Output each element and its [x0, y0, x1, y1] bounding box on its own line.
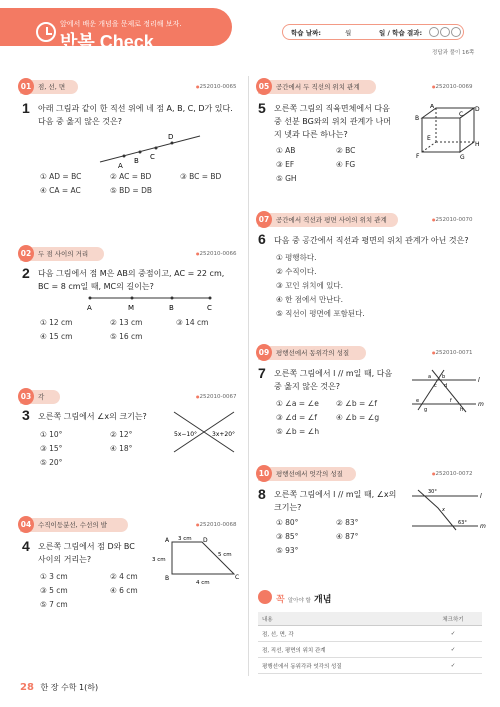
page-header	[0, 0, 500, 58]
page-number: 28	[20, 682, 34, 693]
option-3[interactable]: ③ ∠d = ∠f	[276, 413, 318, 422]
option-2[interactable]: ② 12°	[110, 430, 133, 439]
concept-table	[258, 612, 482, 674]
option-2[interactable]: ② 83°	[336, 518, 359, 527]
segment-figure	[60, 292, 230, 314]
clock-icon	[36, 22, 56, 42]
option-5[interactable]: ⑤ 직선이 평면에 포함된다.	[276, 309, 365, 318]
trapezoid-figure	[152, 534, 244, 586]
column-divider	[248, 76, 249, 676]
option-1[interactable]: ① 10°	[40, 430, 63, 439]
option-1[interactable]: ① 80°	[276, 518, 299, 527]
question-line: 중 옳지 않은 것은?	[274, 382, 340, 391]
point-label: H	[475, 141, 480, 148]
concept-title-prefix: 꼭	[276, 595, 285, 605]
option-1[interactable]: ① ∠a = ∠e	[276, 399, 319, 408]
section-number: 04	[18, 516, 34, 533]
angle-label: 63°	[458, 520, 467, 526]
concept-title	[276, 592, 331, 605]
option-5[interactable]: ⑤ ∠b = ∠h	[276, 427, 320, 436]
column-header: 내용	[258, 612, 424, 626]
page-footer	[20, 682, 98, 693]
section-label: 두 점 사이의 거리	[38, 250, 89, 258]
option-4[interactable]: ④ CA = AC	[40, 186, 81, 195]
option-5[interactable]: ⑤ 20°	[40, 458, 63, 467]
question-number: 1	[22, 100, 30, 116]
question-text	[38, 267, 248, 293]
study-date-label: 학습 날짜:	[291, 29, 321, 37]
point-label: B	[169, 304, 174, 312]
section-number: 07	[256, 211, 272, 228]
question-line: 크기는?	[274, 503, 302, 512]
option-2[interactable]: ② ∠b = ∠f	[336, 399, 378, 408]
section-tag-02	[20, 247, 104, 261]
point-label: C	[235, 574, 240, 581]
line-label: m	[478, 401, 484, 408]
option-2[interactable]: ② AC = BD	[110, 172, 152, 181]
angle-label: c	[434, 383, 437, 389]
point-label: A	[430, 104, 435, 110]
option-3[interactable]: ③ 15°	[40, 444, 63, 453]
pencil-icon	[258, 590, 272, 604]
face-good-icon[interactable]	[429, 27, 439, 37]
section-number: 05	[256, 78, 272, 95]
section-number: 02	[18, 245, 34, 262]
section-number: 09	[256, 344, 272, 361]
point-label: A	[165, 537, 170, 544]
point-label: M	[128, 304, 135, 312]
question-number: 3	[22, 407, 30, 423]
point-label: G	[460, 154, 465, 160]
option-5[interactable]: ⑤ 93°	[276, 546, 299, 555]
option-3[interactable]: ③ 14 cm	[176, 318, 209, 327]
face-bad-icon[interactable]	[451, 27, 461, 37]
column-header: 체크하기	[424, 612, 482, 626]
point-label: B	[415, 115, 420, 122]
length-label: 3 cm	[152, 557, 166, 563]
length-label: 5 cm	[218, 552, 232, 558]
problem-code: ● 252010-0070	[432, 217, 472, 223]
question-text: 아래 그림과 같이 한 직선 위에 네 점 A, B, C, D가 있다. 다음 중 옳지 않은 것은?	[38, 104, 233, 126]
month-label: 월	[345, 29, 352, 37]
section-number: 03	[18, 388, 34, 405]
header-subtitle: 앞에서 배운 개념을 문제로 정리해 보자.	[60, 20, 182, 28]
cuboid-figure	[412, 104, 484, 160]
section-tag-04	[20, 518, 128, 532]
section-label: 평행선에서 동위각의 성질	[276, 349, 350, 357]
problem-code: ● 252010-0072	[432, 471, 472, 477]
option-2[interactable]: ② 13 cm	[110, 318, 143, 327]
parallel-lines-figure	[410, 366, 486, 414]
section-number: 01	[18, 78, 34, 95]
concept-item: 점, 선, 면, 각	[258, 626, 424, 642]
table-row	[258, 658, 482, 674]
question-line: 오른쪽 그림의 직육면체에서 다음	[274, 104, 390, 113]
angle-label: x	[442, 507, 445, 513]
point-label: C	[150, 153, 155, 161]
concept-item: 점, 직선, 평면의 위치 관계	[258, 642, 424, 658]
question-line: 오른쪽 그림에서 l // m일 때, 다음	[274, 369, 393, 378]
table-row	[258, 626, 482, 642]
line-label: l	[478, 377, 480, 384]
question-text: 오른쪽 그림에서 ∠x의 크기는?	[38, 412, 147, 421]
angle-label: 3x+20°	[212, 431, 236, 438]
page-title: 반복 Check	[60, 32, 154, 52]
check-icon[interactable]: ✓	[424, 658, 482, 674]
option-2[interactable]: ② 4 cm	[110, 572, 138, 581]
question-number: 5	[258, 100, 266, 116]
problem-code: ● 252010-0065	[196, 84, 236, 90]
length-label: 4 cm	[196, 580, 210, 586]
angle-label: b	[442, 374, 446, 380]
question-text	[274, 102, 391, 141]
option-1[interactable]: ① 12 cm	[40, 318, 73, 327]
header-banner	[0, 8, 232, 52]
question-number: 2	[22, 265, 30, 281]
section-label: 평행선에서 엇각의 성질	[276, 470, 343, 478]
zigzag-angle-figure	[410, 484, 486, 534]
option-4[interactable]: ④ FG	[336, 160, 356, 169]
section-number: 10	[256, 465, 272, 482]
point-label: B	[134, 157, 139, 165]
option-1[interactable]: ① AD = BC	[40, 172, 82, 181]
angle-label: 5x−10°	[174, 431, 198, 438]
option-3[interactable]: ③ 꼬인 위치에 있다.	[276, 281, 343, 290]
line-label: l	[480, 493, 482, 500]
section-tag-06	[258, 80, 376, 94]
section-tag-07	[258, 213, 398, 227]
section-tag-01	[20, 80, 78, 94]
line-label: m	[480, 523, 486, 530]
option-5[interactable]: ⑤ GH	[276, 174, 297, 183]
option-3[interactable]: ③ 85°	[276, 532, 299, 541]
section-label: 공간에서 두 직선의 위치 관계	[276, 83, 360, 91]
question-number: 7	[258, 365, 266, 381]
question-number: 6	[258, 231, 266, 247]
problem-code: ● 252010-0069	[432, 84, 472, 90]
section-label: 공간에서 직선과 평면 사이의 위치 관계	[276, 216, 387, 224]
question-line: 중 선분 BG와의 위치 관계가 나머	[274, 117, 391, 126]
angle-label: e	[416, 398, 420, 404]
option-5[interactable]: ⑤ 7 cm	[40, 600, 68, 609]
question-line: 오른쪽 그림에서 l // m일 때, ∠x의	[274, 490, 397, 499]
problem-code: ● 252010-0067	[196, 394, 236, 400]
point-label: C	[207, 304, 212, 312]
point-label: C	[459, 111, 464, 118]
section-tag-09	[258, 346, 366, 360]
angle-label: g	[424, 407, 428, 413]
option-4[interactable]: ④ 15 cm	[40, 332, 73, 341]
point-label: A	[118, 162, 123, 168]
option-1[interactable]: ① AB	[276, 146, 296, 155]
option-1[interactable]: ① 평행하다.	[276, 253, 317, 262]
face-normal-icon[interactable]	[440, 27, 450, 37]
point-label: D	[203, 537, 208, 544]
option-3[interactable]: ③ 5 cm	[40, 586, 68, 595]
length-label: 3 cm	[178, 536, 192, 542]
angle-label: a	[428, 374, 432, 380]
study-record-box	[282, 24, 464, 40]
question-line: 오른쪽 그림에서 점 D와 BC	[38, 542, 135, 551]
question-line: 지 넷과 다른 하나는?	[274, 130, 348, 139]
point-label: A	[87, 304, 92, 312]
section-label: 점, 선, 면	[38, 83, 66, 91]
angle-label: h	[460, 407, 464, 413]
answer-reference: 정답과 풀이 16쪽	[432, 50, 475, 56]
question-number: 4	[22, 538, 30, 554]
option-1[interactable]: ① 3 cm	[40, 572, 68, 581]
option-2[interactable]: ② BC	[336, 146, 356, 155]
option-4[interactable]: ④ 87°	[336, 532, 359, 541]
option-4[interactable]: ④ 한 점에서 만난다.	[276, 295, 343, 304]
crossing-lines-figure	[160, 408, 245, 456]
question-line: BC = 8 cm일 때, MC의 길이는?	[38, 282, 154, 291]
problem-code: ● 252010-0066	[196, 251, 236, 257]
option-4[interactable]: ④ 18°	[110, 444, 133, 453]
concept-title-main: 개념	[314, 595, 332, 605]
section-tag-03	[20, 390, 60, 404]
angle-label: d	[444, 383, 448, 389]
option-4[interactable]: ④ ∠b = ∠g	[336, 413, 380, 422]
problem-code: ● 252010-0071	[432, 350, 472, 356]
day-result-label: 일 / 학습 결과:	[379, 29, 423, 37]
check-icon[interactable]: ✓	[424, 626, 482, 642]
point-label: D	[475, 106, 480, 113]
book-title: 한 장 수학 1(하)	[40, 683, 99, 692]
option-4[interactable]: ④ 6 cm	[110, 586, 138, 595]
angle-label: f	[450, 398, 452, 404]
option-3[interactable]: ③ EF	[276, 160, 295, 169]
check-icon[interactable]: ✓	[424, 642, 482, 658]
option-2[interactable]: ② 수직이다.	[276, 267, 317, 276]
key-concept-box	[258, 592, 482, 672]
question-text: 다음 중 공간에서 직선과 평면의 위치 관계가 아닌 것은?	[274, 236, 469, 245]
section-tag-10	[258, 467, 356, 481]
point-label: D	[168, 133, 174, 141]
question-number: 8	[258, 486, 266, 502]
option-5[interactable]: ⑤ 16 cm	[110, 332, 143, 341]
point-label: E	[427, 135, 431, 142]
question-line: 사이의 거리는?	[38, 555, 92, 564]
question-text	[38, 540, 135, 566]
option-5[interactable]: ⑤ BD = DB	[110, 186, 153, 195]
section-label: 수직이등분선, 수선의 발	[38, 521, 107, 529]
point-label: B	[165, 575, 170, 582]
angle-label: 30°	[428, 489, 437, 495]
line-points-figure	[40, 128, 240, 168]
table-row	[258, 642, 482, 658]
problem-code: ● 252010-0068	[196, 522, 236, 528]
concept-title-small: 알아야 할	[287, 598, 311, 604]
section-label: 각	[38, 393, 45, 401]
question-line: 다음 그림에서 점 M은 AB의 중점이고, AC = 22 cm,	[38, 269, 225, 278]
concept-item: 평행선에서 동위각과 엇각의 성질	[258, 658, 424, 674]
question-text	[274, 488, 396, 514]
question-text	[274, 367, 392, 393]
option-3[interactable]: ③ BC = BD	[180, 172, 222, 181]
point-label: F	[416, 153, 420, 160]
